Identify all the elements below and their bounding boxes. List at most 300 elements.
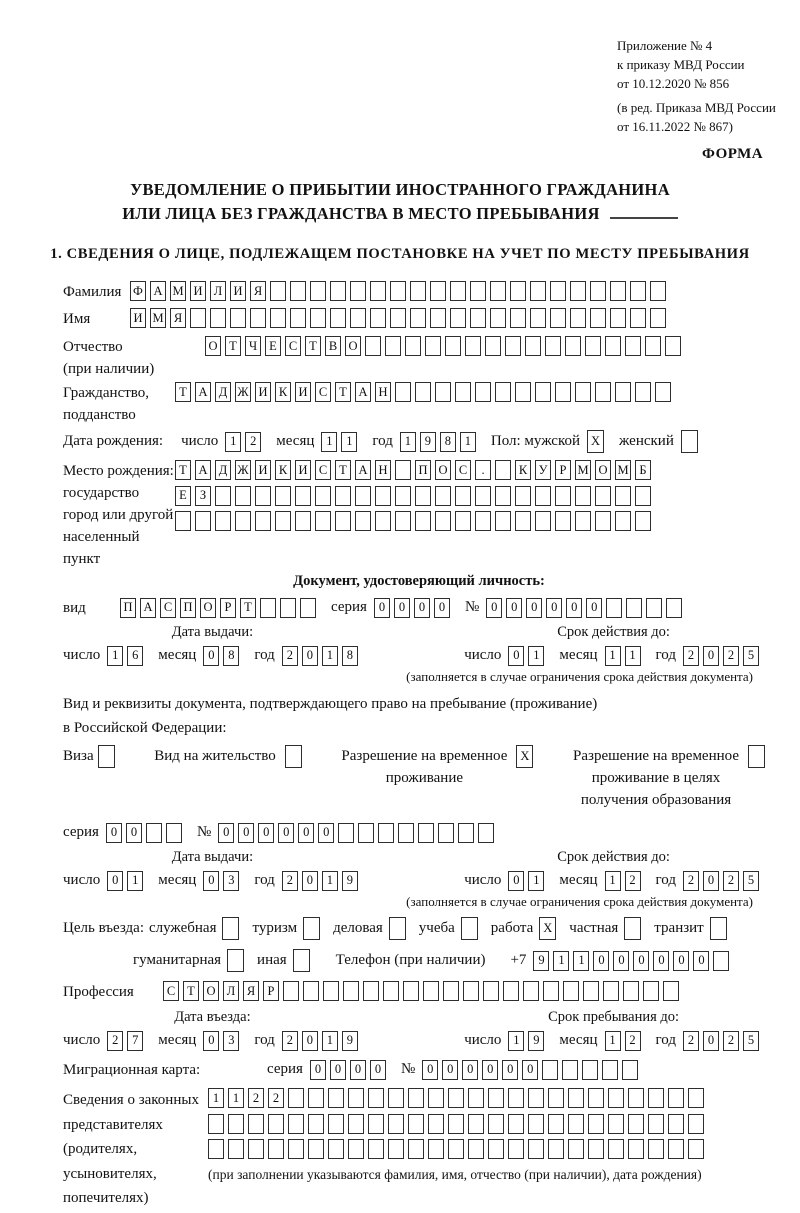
char-cell[interactable]: С	[285, 336, 301, 356]
char-cell[interactable]	[235, 486, 251, 506]
char-cell[interactable]	[643, 981, 659, 1001]
char-cell[interactable]	[455, 511, 471, 531]
purpose-inaya-checkbox[interactable]	[293, 949, 314, 972]
char-cell[interactable]	[428, 1114, 444, 1134]
char-cell[interactable]	[248, 1114, 264, 1134]
char-cell[interactable]	[663, 981, 679, 1001]
char-cell[interactable]	[475, 382, 491, 402]
birthplace-cells-row3[interactable]	[175, 511, 655, 531]
char-cell[interactable]: О	[203, 981, 219, 1001]
char-cell[interactable]	[468, 1088, 484, 1108]
char-cell[interactable]	[455, 382, 471, 402]
char-cell[interactable]: 3	[223, 1031, 239, 1051]
char-cell[interactable]: Т	[225, 336, 241, 356]
char-cell[interactable]: Р	[220, 598, 236, 618]
char-cell[interactable]	[270, 308, 286, 328]
char-cell[interactable]	[350, 308, 366, 328]
char-cell[interactable]: 9	[420, 432, 436, 452]
char-cell[interactable]	[370, 281, 386, 301]
char-cell[interactable]: Т	[175, 460, 191, 480]
char-cell[interactable]	[530, 308, 546, 328]
char-cell[interactable]: 8	[440, 432, 456, 452]
char-cell[interactable]	[268, 1139, 284, 1159]
profession-cells[interactable]	[163, 981, 683, 1001]
char-cell[interactable]	[250, 308, 266, 328]
char-cell[interactable]	[270, 281, 286, 301]
char-cell[interactable]: Ч	[245, 336, 261, 356]
char-cell[interactable]	[295, 511, 311, 531]
char-cell[interactable]	[555, 511, 571, 531]
char-cell[interactable]	[98, 745, 115, 768]
char-cell[interactable]	[583, 981, 599, 1001]
char-cell[interactable]	[363, 981, 379, 1001]
residence-valid-day-cells[interactable]	[508, 871, 548, 891]
residence-issue-year-cells[interactable]	[282, 871, 362, 891]
char-cell[interactable]	[166, 823, 182, 843]
char-cell[interactable]: 0	[506, 598, 522, 618]
char-cell[interactable]	[308, 1088, 324, 1108]
char-cell[interactable]: И	[230, 281, 246, 301]
char-cell[interactable]	[645, 336, 661, 356]
char-cell[interactable]	[528, 1139, 544, 1159]
char-cell[interactable]: М	[170, 281, 186, 301]
char-cell[interactable]: 1	[553, 951, 569, 971]
char-cell[interactable]	[605, 336, 621, 356]
char-cell[interactable]	[535, 511, 551, 531]
char-cell[interactable]	[588, 1088, 604, 1108]
char-cell[interactable]	[478, 823, 494, 843]
identity-kind-cells[interactable]	[120, 598, 320, 618]
char-cell[interactable]	[368, 1139, 384, 1159]
char-cell[interactable]	[222, 917, 239, 940]
char-cell[interactable]	[665, 336, 681, 356]
char-cell[interactable]: Т	[305, 336, 321, 356]
char-cell[interactable]	[595, 511, 611, 531]
char-cell[interactable]: О	[595, 460, 611, 480]
char-cell[interactable]	[348, 1088, 364, 1108]
char-cell[interactable]	[655, 382, 671, 402]
char-cell[interactable]	[438, 823, 454, 843]
char-cell[interactable]: 0	[486, 598, 502, 618]
char-cell[interactable]: 0	[434, 598, 450, 618]
char-cell[interactable]	[403, 981, 419, 1001]
birth-year-cells[interactable]	[400, 432, 480, 452]
char-cell[interactable]: З	[195, 486, 211, 506]
char-cell[interactable]: О	[205, 336, 221, 356]
char-cell[interactable]	[303, 981, 319, 1001]
char-cell[interactable]	[343, 981, 359, 1001]
char-cell[interactable]: 0	[302, 871, 318, 891]
char-cell[interactable]	[523, 981, 539, 1001]
identity-issue-day-cells[interactable]	[107, 646, 147, 666]
char-cell[interactable]	[550, 281, 566, 301]
char-cell[interactable]	[490, 308, 506, 328]
char-cell[interactable]: Е	[265, 336, 281, 356]
char-cell[interactable]	[615, 511, 631, 531]
char-cell[interactable]	[588, 1139, 604, 1159]
representatives-cells-row3[interactable]	[208, 1139, 708, 1159]
char-cell[interactable]	[545, 336, 561, 356]
char-cell[interactable]: 2	[683, 1031, 699, 1051]
surname-cells[interactable]	[130, 281, 670, 301]
char-cell[interactable]: Д	[215, 382, 231, 402]
entry-month-cells[interactable]	[203, 1031, 243, 1051]
char-cell[interactable]: Б	[635, 460, 651, 480]
char-cell[interactable]	[606, 598, 622, 618]
char-cell[interactable]	[530, 281, 546, 301]
citizenship-cells[interactable]	[175, 382, 675, 402]
char-cell[interactable]	[543, 981, 559, 1001]
char-cell[interactable]	[510, 308, 526, 328]
char-cell[interactable]	[525, 336, 541, 356]
char-cell[interactable]: 2	[683, 646, 699, 666]
char-cell[interactable]: К	[515, 460, 531, 480]
char-cell[interactable]	[395, 382, 411, 402]
char-cell[interactable]	[463, 981, 479, 1001]
representatives-cells-row1[interactable]	[208, 1088, 708, 1108]
char-cell[interactable]: 0	[203, 871, 219, 891]
char-cell[interactable]: А	[150, 281, 166, 301]
char-cell[interactable]	[628, 1114, 644, 1134]
char-cell[interactable]	[435, 382, 451, 402]
char-cell[interactable]: И	[130, 308, 146, 328]
char-cell[interactable]	[308, 1114, 324, 1134]
char-cell[interactable]	[388, 1139, 404, 1159]
char-cell[interactable]	[208, 1114, 224, 1134]
char-cell[interactable]: 2	[625, 1031, 641, 1051]
char-cell[interactable]: Я	[250, 281, 266, 301]
char-cell[interactable]: П	[120, 598, 136, 618]
char-cell[interactable]: 1	[341, 432, 357, 452]
birthplace-cells-row2[interactable]	[175, 486, 655, 506]
char-cell[interactable]: Р	[263, 981, 279, 1001]
char-cell[interactable]: 1	[460, 432, 476, 452]
char-cell[interactable]	[389, 917, 406, 940]
char-cell[interactable]	[508, 1114, 524, 1134]
char-cell[interactable]	[308, 1139, 324, 1159]
char-cell[interactable]	[285, 745, 302, 768]
char-cell[interactable]	[485, 336, 501, 356]
char-cell[interactable]	[390, 308, 406, 328]
char-cell[interactable]	[288, 1088, 304, 1108]
char-cell[interactable]: 2	[723, 1031, 739, 1051]
char-cell[interactable]	[648, 1139, 664, 1159]
char-cell[interactable]	[430, 308, 446, 328]
char-cell[interactable]: Е	[175, 486, 191, 506]
char-cell[interactable]: Р	[555, 460, 571, 480]
char-cell[interactable]: 0	[394, 598, 410, 618]
char-cell[interactable]: 1	[208, 1088, 224, 1108]
char-cell[interactable]	[590, 308, 606, 328]
char-cell[interactable]	[425, 336, 441, 356]
char-cell[interactable]	[235, 511, 251, 531]
char-cell[interactable]	[388, 1114, 404, 1134]
char-cell[interactable]	[455, 486, 471, 506]
visa-checkbox[interactable]	[98, 745, 119, 768]
char-cell[interactable]: М	[575, 460, 591, 480]
char-cell[interactable]: 7	[127, 1031, 143, 1051]
char-cell[interactable]: 5	[743, 1031, 759, 1051]
char-cell[interactable]: 5	[743, 871, 759, 891]
sex-male-checkbox[interactable]	[587, 430, 608, 453]
char-cell[interactable]	[450, 281, 466, 301]
identity-valid-month-cells[interactable]	[605, 646, 645, 666]
char-cell[interactable]: 1	[322, 646, 338, 666]
char-cell[interactable]: 2	[723, 646, 739, 666]
char-cell[interactable]	[315, 486, 331, 506]
char-cell[interactable]: Я	[170, 308, 186, 328]
residence-number-cells[interactable]	[218, 823, 498, 843]
char-cell[interactable]	[562, 1060, 578, 1080]
char-cell[interactable]: П	[180, 598, 196, 618]
char-cell[interactable]: 0	[298, 823, 314, 843]
char-cell[interactable]: .	[475, 460, 491, 480]
stay-year-cells[interactable]	[683, 1031, 763, 1051]
char-cell[interactable]	[635, 486, 651, 506]
entry-year-cells[interactable]	[282, 1031, 362, 1051]
char-cell[interactable]	[542, 1060, 558, 1080]
purpose-rabota-checkbox[interactable]	[539, 917, 560, 940]
char-cell[interactable]	[615, 486, 631, 506]
char-cell[interactable]	[628, 1139, 644, 1159]
char-cell[interactable]	[668, 1139, 684, 1159]
char-cell[interactable]: И	[255, 460, 271, 480]
stay-month-cells[interactable]	[605, 1031, 645, 1051]
char-cell[interactable]	[575, 486, 591, 506]
char-cell[interactable]	[475, 486, 491, 506]
char-cell[interactable]: 0	[310, 1060, 326, 1080]
char-cell[interactable]	[568, 1114, 584, 1134]
identity-valid-year-cells[interactable]	[683, 646, 763, 666]
char-cell[interactable]: А	[355, 460, 371, 480]
char-cell[interactable]	[488, 1114, 504, 1134]
char-cell[interactable]	[623, 981, 639, 1001]
char-cell[interactable]: Т	[175, 382, 191, 402]
char-cell[interactable]	[635, 511, 651, 531]
char-cell[interactable]: 0	[106, 823, 122, 843]
char-cell[interactable]	[448, 1088, 464, 1108]
char-cell[interactable]	[415, 486, 431, 506]
char-cell[interactable]: 2	[683, 871, 699, 891]
purpose-delovaya-checkbox[interactable]	[389, 917, 410, 940]
char-cell[interactable]	[648, 1114, 664, 1134]
char-cell[interactable]	[461, 917, 478, 940]
char-cell[interactable]	[625, 336, 641, 356]
char-cell[interactable]: 1	[573, 951, 589, 971]
char-cell[interactable]	[710, 917, 727, 940]
char-cell[interactable]	[688, 1139, 704, 1159]
char-cell[interactable]: 8	[342, 646, 358, 666]
char-cell[interactable]	[208, 1139, 224, 1159]
char-cell[interactable]	[448, 1114, 464, 1134]
char-cell[interactable]: 2	[248, 1088, 264, 1108]
char-cell[interactable]	[190, 308, 206, 328]
char-cell[interactable]	[288, 1114, 304, 1134]
char-cell[interactable]	[615, 382, 631, 402]
char-cell[interactable]	[608, 1088, 624, 1108]
char-cell[interactable]	[368, 1088, 384, 1108]
char-cell[interactable]: 2	[282, 871, 298, 891]
char-cell[interactable]: 0	[278, 823, 294, 843]
char-cell[interactable]: С	[163, 981, 179, 1001]
char-cell[interactable]	[528, 1114, 544, 1134]
char-cell[interactable]	[590, 281, 606, 301]
char-cell[interactable]	[175, 511, 191, 531]
char-cell[interactable]: Я	[243, 981, 259, 1001]
char-cell[interactable]	[430, 281, 446, 301]
char-cell[interactable]	[595, 486, 611, 506]
char-cell[interactable]	[495, 486, 511, 506]
char-cell[interactable]: 0	[238, 823, 254, 843]
char-cell[interactable]: 1	[321, 432, 337, 452]
char-cell[interactable]	[505, 336, 521, 356]
char-cell[interactable]: 1	[225, 432, 241, 452]
char-cell[interactable]	[383, 981, 399, 1001]
char-cell[interactable]: М	[615, 460, 631, 480]
char-cell[interactable]: 1	[322, 871, 338, 891]
char-cell[interactable]	[450, 308, 466, 328]
char-cell[interactable]: 1	[605, 646, 621, 666]
char-cell[interactable]	[443, 981, 459, 1001]
char-cell[interactable]: 0	[442, 1060, 458, 1080]
char-cell[interactable]	[503, 981, 519, 1001]
char-cell[interactable]	[495, 511, 511, 531]
char-cell[interactable]	[395, 511, 411, 531]
char-cell[interactable]: О	[200, 598, 216, 618]
char-cell[interactable]	[555, 486, 571, 506]
char-cell[interactable]	[355, 486, 371, 506]
char-cell[interactable]	[465, 336, 481, 356]
char-cell[interactable]: 0	[586, 598, 602, 618]
char-cell[interactable]: Т	[335, 460, 351, 480]
char-cell[interactable]	[227, 949, 244, 972]
char-cell[interactable]	[445, 336, 461, 356]
char-cell[interactable]: 0	[374, 598, 390, 618]
char-cell[interactable]: О	[435, 460, 451, 480]
char-cell[interactable]	[610, 308, 626, 328]
char-cell[interactable]	[275, 486, 291, 506]
char-cell[interactable]: 0	[330, 1060, 346, 1080]
residence-permit-checkbox[interactable]	[285, 745, 306, 768]
char-cell[interactable]	[748, 745, 765, 768]
char-cell[interactable]: С	[315, 382, 331, 402]
char-cell[interactable]	[515, 486, 531, 506]
char-cell[interactable]	[650, 281, 666, 301]
char-cell[interactable]: 0	[462, 1060, 478, 1080]
char-cell[interactable]	[248, 1139, 264, 1159]
char-cell[interactable]: 0	[350, 1060, 366, 1080]
char-cell[interactable]	[228, 1139, 244, 1159]
char-cell[interactable]: 0	[526, 598, 542, 618]
char-cell[interactable]: 2	[723, 871, 739, 891]
char-cell[interactable]	[398, 823, 414, 843]
edu-residence-checkbox[interactable]	[748, 745, 769, 768]
identity-series-cells[interactable]	[374, 598, 454, 618]
char-cell[interactable]: 8	[223, 646, 239, 666]
char-cell[interactable]: Т	[183, 981, 199, 1001]
char-cell[interactable]: 0	[703, 871, 719, 891]
residence-series-cells[interactable]	[106, 823, 186, 843]
char-cell[interactable]	[668, 1114, 684, 1134]
char-cell[interactable]: С	[455, 460, 471, 480]
purpose-tranzit-checkbox[interactable]	[710, 917, 731, 940]
char-cell[interactable]: И	[295, 382, 311, 402]
char-cell[interactable]: 1	[528, 646, 544, 666]
char-cell[interactable]: 1	[605, 1031, 621, 1051]
char-cell[interactable]: А	[140, 598, 156, 618]
char-cell[interactable]	[303, 917, 320, 940]
char-cell[interactable]: X	[587, 430, 604, 453]
birthplace-cells-row1[interactable]	[175, 460, 655, 480]
char-cell[interactable]	[548, 1088, 564, 1108]
char-cell[interactable]	[575, 511, 591, 531]
char-cell[interactable]	[283, 981, 299, 1001]
char-cell[interactable]	[368, 1114, 384, 1134]
char-cell[interactable]	[268, 1114, 284, 1134]
char-cell[interactable]: Н	[375, 382, 391, 402]
char-cell[interactable]	[255, 511, 271, 531]
purpose-sluzhebnaya-checkbox[interactable]	[222, 917, 243, 940]
char-cell[interactable]	[535, 382, 551, 402]
char-cell[interactable]	[582, 1060, 598, 1080]
char-cell[interactable]: 0	[593, 951, 609, 971]
char-cell[interactable]: 0	[613, 951, 629, 971]
char-cell[interactable]	[410, 281, 426, 301]
char-cell[interactable]	[390, 281, 406, 301]
char-cell[interactable]: И	[295, 460, 311, 480]
char-cell[interactable]	[215, 486, 231, 506]
representatives-cells-row2[interactable]	[208, 1114, 708, 1134]
char-cell[interactable]: 0	[703, 646, 719, 666]
residence-valid-month-cells[interactable]	[605, 871, 645, 891]
char-cell[interactable]: 9	[528, 1031, 544, 1051]
char-cell[interactable]: 9	[533, 951, 549, 971]
char-cell[interactable]: 6	[127, 646, 143, 666]
char-cell[interactable]: 0	[653, 951, 669, 971]
char-cell[interactable]	[595, 382, 611, 402]
char-cell[interactable]: Ф	[130, 281, 146, 301]
char-cell[interactable]: П	[415, 460, 431, 480]
char-cell[interactable]	[385, 336, 401, 356]
char-cell[interactable]	[688, 1114, 704, 1134]
char-cell[interactable]	[548, 1139, 564, 1159]
char-cell[interactable]: X	[516, 745, 533, 768]
char-cell[interactable]: О	[345, 336, 361, 356]
char-cell[interactable]	[548, 1114, 564, 1134]
char-cell[interactable]	[280, 598, 296, 618]
patronymic-cells[interactable]	[205, 336, 685, 356]
char-cell[interactable]	[588, 1114, 604, 1134]
birth-month-cells[interactable]	[321, 432, 361, 452]
char-cell[interactable]	[388, 1088, 404, 1108]
migration-number-cells[interactable]	[422, 1060, 642, 1080]
char-cell[interactable]: 1	[508, 1031, 524, 1051]
sex-female-checkbox[interactable]	[681, 430, 702, 453]
char-cell[interactable]: 5	[743, 646, 759, 666]
char-cell[interactable]	[495, 460, 511, 480]
char-cell[interactable]	[646, 598, 662, 618]
char-cell[interactable]	[350, 281, 366, 301]
identity-issue-year-cells[interactable]	[282, 646, 362, 666]
char-cell[interactable]: С	[160, 598, 176, 618]
char-cell[interactable]: Л	[223, 981, 239, 1001]
char-cell[interactable]	[395, 486, 411, 506]
char-cell[interactable]	[293, 949, 310, 972]
char-cell[interactable]	[626, 598, 642, 618]
char-cell[interactable]	[275, 511, 291, 531]
char-cell[interactable]: А	[355, 382, 371, 402]
char-cell[interactable]	[568, 1139, 584, 1159]
